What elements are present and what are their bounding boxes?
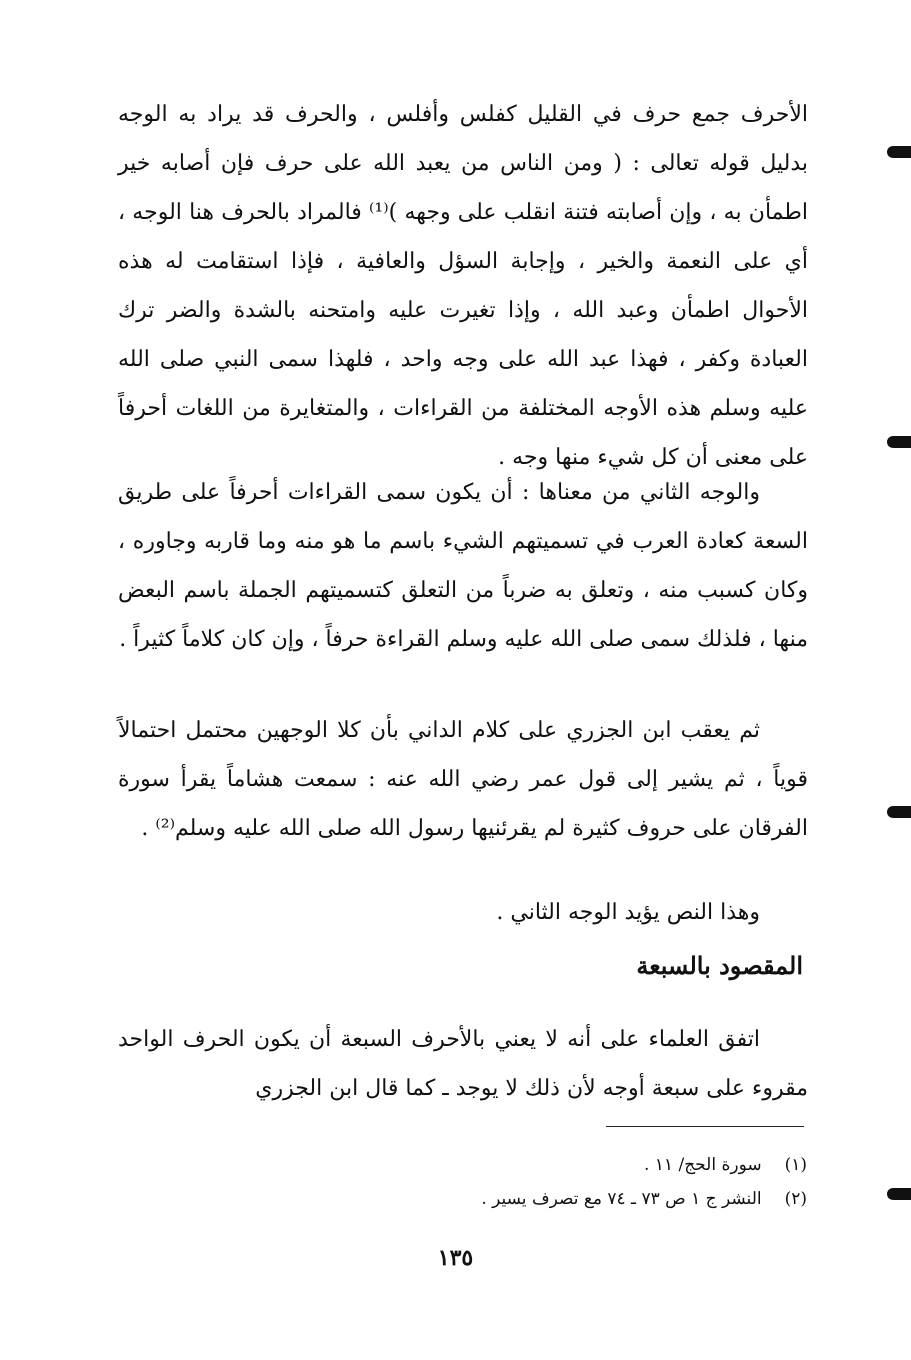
section-heading: المقصود بالسبعة — [636, 951, 803, 980]
footnote-divider — [606, 1126, 804, 1127]
footnote-1-number: (١) — [784, 1155, 807, 1175]
scan-edge-mark — [887, 436, 911, 448]
final-paragraph: اتفق العلماء على أنه لا يعني بالأحرف السبعة أن يكون الحرف الواحد مقروء على سبعة أوجه لأن ذلك لا يوجد ـ كما قال ابن الجزري — [118, 1027, 808, 1101]
paragraph-1: الأحرف جمع حرف في القليل كفلس وأفلس ، والحرف قد يراد به الوجه بدليل قوله تعالى : ( ومن الناس من يعبد الله على حرف فإن أصابه خير اطمأن به ، وإن أصابته فتنة انقلب على وجهه )⁽¹⁾ فالمراد بالحرف هنا الوجه ، أي على النعمة والخير ، وإجابة السؤل والعافية ، فإذا استقامت له هذه الأحوال اطمأن وعبد الله ، وإذا تغيرت عليه وامتحنه بالشدة والضر ترك العبادة وكفر ، فهذا عبد الله على وجه واحد ، فلهذا سمى النبي صلى الله عليه وسلم هذه الأوجه المختلفة من القراءات ، والمتغايرة من اللغات أحرفاً على معنى أن كل شيء منها وجه . — [118, 102, 809, 470]
footnote-2-number: (٢) — [784, 1189, 807, 1209]
paragraph-2-block — [118, 468, 808, 664]
page-number: ١٣٥ — [437, 1245, 474, 1271]
paragraph-2: والوجه الثاني من معناها : أن يكون سمى القراءات أحرفاً على طريق السعة كعادة العرب في تسميتهم الشيء باسم ما هو منه وما قاربه وجاوره ، وكان كسبب منه ، وتعلق به ضرباً من التعلق كتسميتهم الجملة باسم البعض منها ، فلذلك سمى صلى الله عليه وسلم القراءة حرفاً ، وإن كان كلاماً كثيراً . — [118, 480, 808, 652]
scan-edge-mark — [887, 806, 911, 818]
footnote-1 — [207, 1148, 807, 1182]
footnotes — [207, 1148, 807, 1216]
paragraph-1-block — [118, 90, 808, 482]
paragraph-3-block — [118, 706, 808, 853]
scan-edge-mark — [887, 146, 911, 158]
paragraph-4-block — [118, 888, 808, 937]
paragraph-4: وهذا النص يؤيد الوجه الثاني . — [496, 900, 760, 925]
final-paragraph-block — [118, 1015, 808, 1113]
paragraph-3: ثم يعقب ابن الجزري على كلام الداني بأن كلا الوجهين محتمل احتمالاً قوياً ، ثم يشير إلى قول عمر رضي الله عنه : سمعت هشاماً يقرأ سورة الفرقان على حروف كثيرة لم يقرئنيها رسول الله صلى الله عليه وسلم⁽²⁾ . — [118, 718, 808, 841]
scan-edge-mark — [887, 1188, 911, 1200]
footnote-2-text: النشر ج ١ ص ٧٣ ـ ٧٤ مع تصرف يسير . — [481, 1189, 762, 1209]
footnote-1-text: سورة الحج/ ١١ . — [643, 1155, 762, 1175]
footnote-2 — [207, 1182, 807, 1216]
